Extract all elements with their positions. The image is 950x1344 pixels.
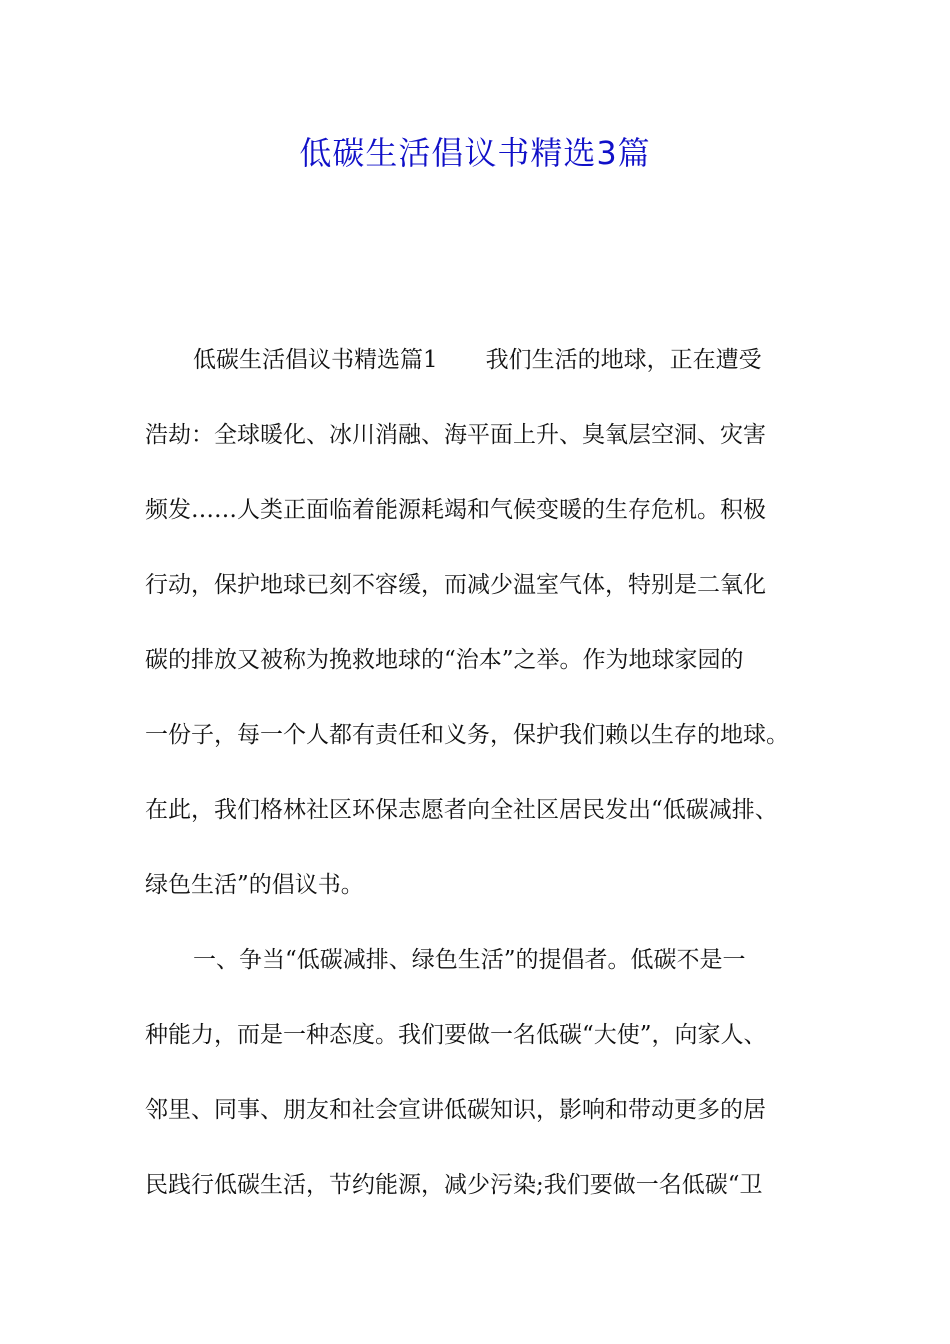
document-title: 低碳生活倡议书精选3篇 <box>299 134 651 172</box>
section-heading: 低碳生活倡议书精选篇1 <box>193 347 438 373</box>
paragraph-line: 一份子，每一个人都有责任和义务，保护我们赖以生存的地球。 <box>145 722 789 748</box>
paragraph-line: 在此，我们格林社区环保志愿者向全社区居民发出“低碳减排、 <box>145 797 778 823</box>
paragraph-line: 碳的排放又被称为挽救地球的“治本”之举。作为地球家园的 <box>145 647 744 673</box>
paragraph-line: 一、争当“低碳减排、绿色生活”的提倡者。低碳不是一 <box>193 947 746 973</box>
paragraph-line: 浩劫：全球暖化、冰川消融、海平面上升、臭氧层空洞、灾害 <box>145 422 766 448</box>
paragraph-line: 绿色生活”的倡议书。 <box>145 872 364 898</box>
paragraph-line: 民践行低碳生活，节约能源，减少污染;我们要做一名低碳“卫 <box>145 1172 763 1198</box>
paragraph-line: 邻里、同事、朋友和社会宣讲低碳知识，影响和带动更多的居 <box>145 1097 766 1123</box>
paragraph-line: 种能力，而是一种态度。我们要做一名低碳“大使”，向家人、 <box>145 1022 767 1048</box>
document-body <box>145 335 817 1235</box>
paragraph-line: 频发……人类正面临着能源耗竭和气候变暖的生存危机。积极 <box>145 497 766 523</box>
paragraph-line <box>145 335 817 410</box>
paragraph-text: 我们生活的地球，正在遭受 <box>485 347 762 373</box>
paragraph-line: 行动，保护地球已刻不容缓，而减少温室气体，特别是二氧化 <box>145 572 766 598</box>
